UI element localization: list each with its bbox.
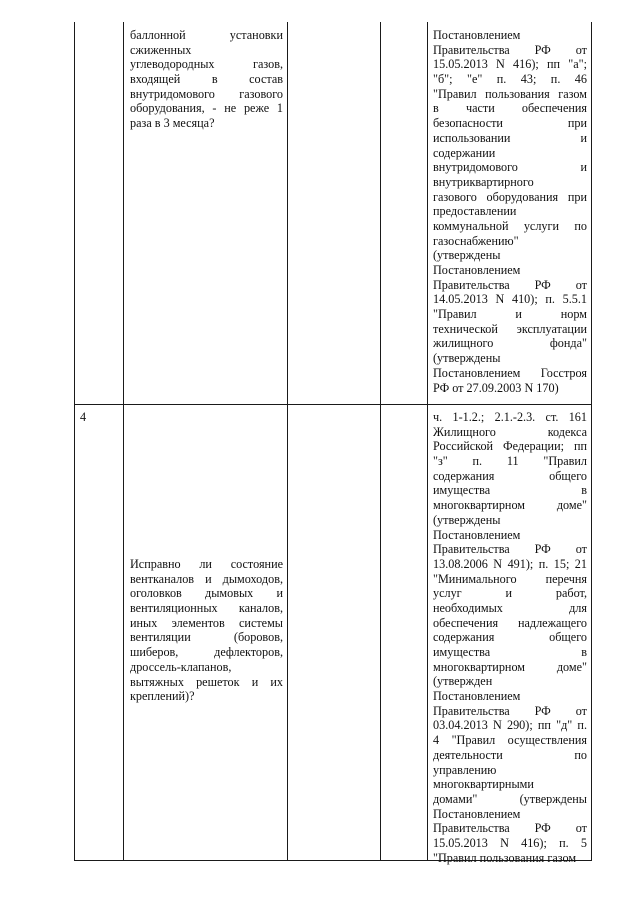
table-border-left [74,22,75,860]
text-line: креплений)? [130,689,195,704]
text-line: коммунальной услуги по [433,218,587,233]
text-line: оголовков дымовых и [130,586,283,601]
text-line: Постановлением [433,527,521,542]
text-line: Правительства РФ от [433,277,587,292]
text-line: углеводородных газов, [130,57,283,72]
text-line: шиберов, дефлекторов, [130,645,283,660]
text-line: оборудования, - не реже 1 [130,101,283,116]
text-line: вентканалов и дымоходов, [130,571,283,586]
text-line: многоквартирными [433,777,534,792]
text-line: баллонной установки [130,28,283,42]
text-line: "б"; "е" п. 43; п. 46 [433,72,587,87]
text-line: содержании [433,145,496,160]
text-line: Правительства РФ от [433,821,587,836]
text-line: вентиляционных каналов, [130,601,283,616]
text-line: газового оборудования при [433,189,587,204]
text-line: необходимых для [433,600,587,615]
text-line: "Правил и норм [433,307,587,322]
text-line: Жилищного кодекса [433,424,587,439]
legal-reference [433,410,587,865]
text-line: внутридомового и [433,160,587,175]
text-line: предоставлении [433,204,517,219]
text-line: РФ от 27.09.2003 N 170) [433,380,559,395]
text-line: (утверждены [433,351,501,366]
text-line: "з" п. 11 "Правил [433,454,587,469]
text-line: 15.05.2013 N 416); п. 5 [433,835,587,850]
legal-reference [433,28,587,395]
text-line: 15.05.2013 N 416); пп "а"; [433,57,587,72]
text-line: "Правил пользования газом [433,850,577,865]
text-line: технической эксплуатации [433,321,587,336]
text-line: 13.08.2006 N 491); п. 15; 21 [433,556,587,571]
text-line: Постановлением [433,689,521,704]
text-line: деятельности по [433,747,587,762]
text-line: (утверждены [433,248,501,263]
text-line: (утверждены [433,512,501,527]
text-line: Правительства РФ от [433,542,587,557]
requirement-question [130,557,283,704]
row-divider [74,404,592,405]
text-line: 4 "Правил осуществления [433,733,587,748]
row-number: 4 [80,410,87,424]
text-line: иных элементов системы [130,615,283,630]
text-line: Правительства РФ от [433,42,587,57]
text-line: услуг и работ, [433,586,587,601]
text-line: содержания общего [433,468,587,483]
text-line: имущества в [433,483,587,498]
text-line: внутридомового газового [130,86,283,101]
text-line: имущества в [433,645,587,659]
column-divider-4 [427,22,428,860]
text-line: многоквартирном доме" [433,498,587,513]
text-line: вытяжных решеток и их [130,674,283,689]
text-line: жилищного фонда" [433,336,587,351]
text-line: содержания общего [433,630,587,645]
text-line: Исправно ли состояние [130,557,283,571]
text-line: 03.04.2013 N 290); пп "д" п. [433,718,587,733]
column-divider-3 [380,22,381,860]
text-line: внутриквартирного [433,174,534,189]
text-line: дроссель-клапанов, [130,659,232,674]
text-line: Российской Федерации; пп [433,439,587,454]
text-line: Постановлением [433,263,521,277]
text-line: управлению [433,762,497,777]
text-line: "Правил пользования газом [433,86,587,101]
text-line: в части обеспечения [433,101,587,116]
text-line: Правительства РФ от [433,703,587,718]
text-line: раза в 3 месяца? [130,116,215,131]
text-line: ч. 1-1.2.; 2.1.-2.3. ст. 161 [433,410,587,424]
column-divider-1 [123,22,124,860]
text-line: домами" (утверждены [433,791,587,806]
text-line: (утвержден [433,674,493,689]
text-line: безопасности при [433,116,587,131]
text-line: входящей в состав [130,72,283,87]
text-line: 14.05.2013 N 410); п. 5.5.1 [433,292,587,307]
text-line: использовании и [433,130,587,145]
text-line: вентиляции (боровов, [130,630,283,645]
table-border-right [591,22,592,860]
text-line: Постановлением [433,28,521,42]
text-line: газоснабжению" [433,233,519,248]
column-divider-2 [287,22,288,860]
text-line: обеспечения надлежащего [433,615,587,630]
text-line: сжиженных [130,42,192,57]
text-line: "Минимального перечня [433,571,587,586]
text-line: Постановлением [433,806,521,821]
requirement-question [130,28,283,131]
text-line: многоквартирном доме" [433,659,587,674]
text-line: Постановлением Госстроя [433,365,587,380]
